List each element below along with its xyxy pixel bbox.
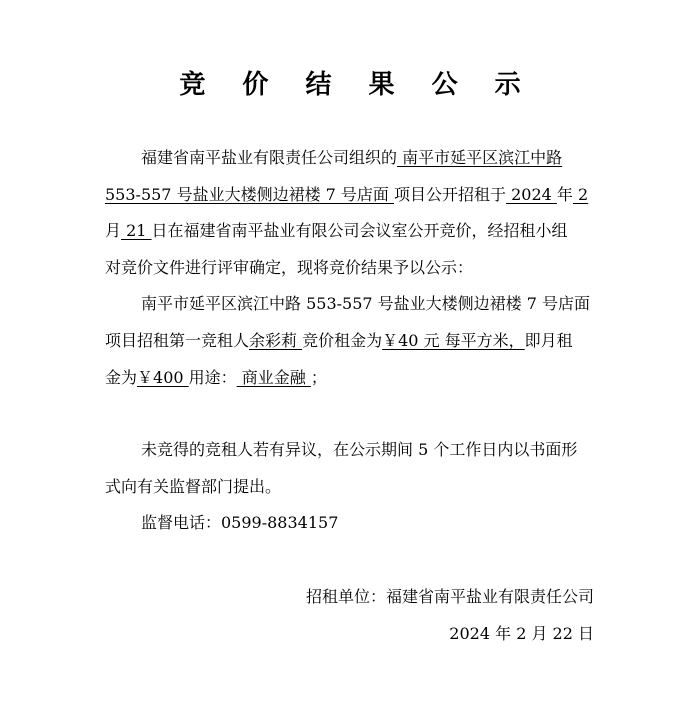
- para2-line2: [105, 331, 573, 351]
- para2-monthly-label: 即月租: [524, 331, 573, 350]
- para1-month: 2: [572, 185, 589, 204]
- para1-day: 21: [121, 221, 152, 240]
- issuer: [306, 587, 594, 607]
- para2-project-name: 南平市延平区滨江中路 553-557 号盐业大楼侧边裙楼 7 号店面: [141, 294, 591, 313]
- phone-text: 监督电话：0599-8834157: [141, 513, 339, 532]
- para1-line2: [105, 185, 588, 205]
- para1-address-part1: 南平市延平区滨江中路: [397, 148, 563, 167]
- para1-line1: [141, 148, 562, 168]
- para2-winner-label: 项目招租第一竞租人: [105, 331, 250, 350]
- para3-line1: [141, 440, 577, 460]
- para1-line3: [105, 221, 568, 241]
- para1-location-text: 日在福建省南平盐业有限公司会议室公开竞价，经招租小组: [151, 221, 568, 240]
- para2-usage-value: 商业金融: [236, 368, 311, 387]
- issuer-text: 招租单位：福建省南平盐业有限责任公司: [305, 587, 594, 606]
- para1-conclusion: 对竞价文件进行评审确定，现将竞价结果予以公示：: [105, 258, 474, 277]
- para2-winner-name: 余彩莉: [249, 331, 303, 350]
- issue-date: [449, 624, 594, 644]
- para1-line4: [105, 258, 473, 278]
- para3-line2: [105, 477, 281, 497]
- para2-line1: [141, 294, 590, 314]
- para2-price-label: 竞价租金为: [302, 331, 383, 350]
- para1-organizer: 福建省南平盐业有限责任公司组织的: [141, 148, 398, 167]
- para2-monthly-rent: ￥400: [137, 368, 189, 387]
- para2-end-mark: ；: [310, 368, 327, 387]
- para1-project-text: 项目公开招租于: [394, 185, 507, 204]
- document-title: 竞 价 结 果 公 示: [179, 70, 535, 100]
- para1-year: 2024: [506, 185, 557, 204]
- para1-address-part2: 553-557 号盐业大楼侧边裙楼 7 号店面: [105, 185, 395, 204]
- para2-monthly-label-2: 金为: [105, 368, 138, 387]
- para1-month-label: 月: [105, 221, 122, 240]
- supervision-phone: [141, 513, 338, 533]
- para3-objection-text-2: 式向有关监督部门提出。: [105, 477, 282, 496]
- para2-price-value: ￥40 元 每平方米，: [382, 331, 525, 350]
- issue-date-text: 2024 年 2 月 22 日: [449, 624, 594, 643]
- para2-line3: [105, 368, 327, 388]
- para2-usage-label: 用途：: [188, 368, 237, 387]
- para1-year-label: 年: [556, 185, 573, 204]
- para3-objection-text: 未竞得的竞租人若有异议，在公示期间 5 个工作日内以书面形: [141, 440, 578, 459]
